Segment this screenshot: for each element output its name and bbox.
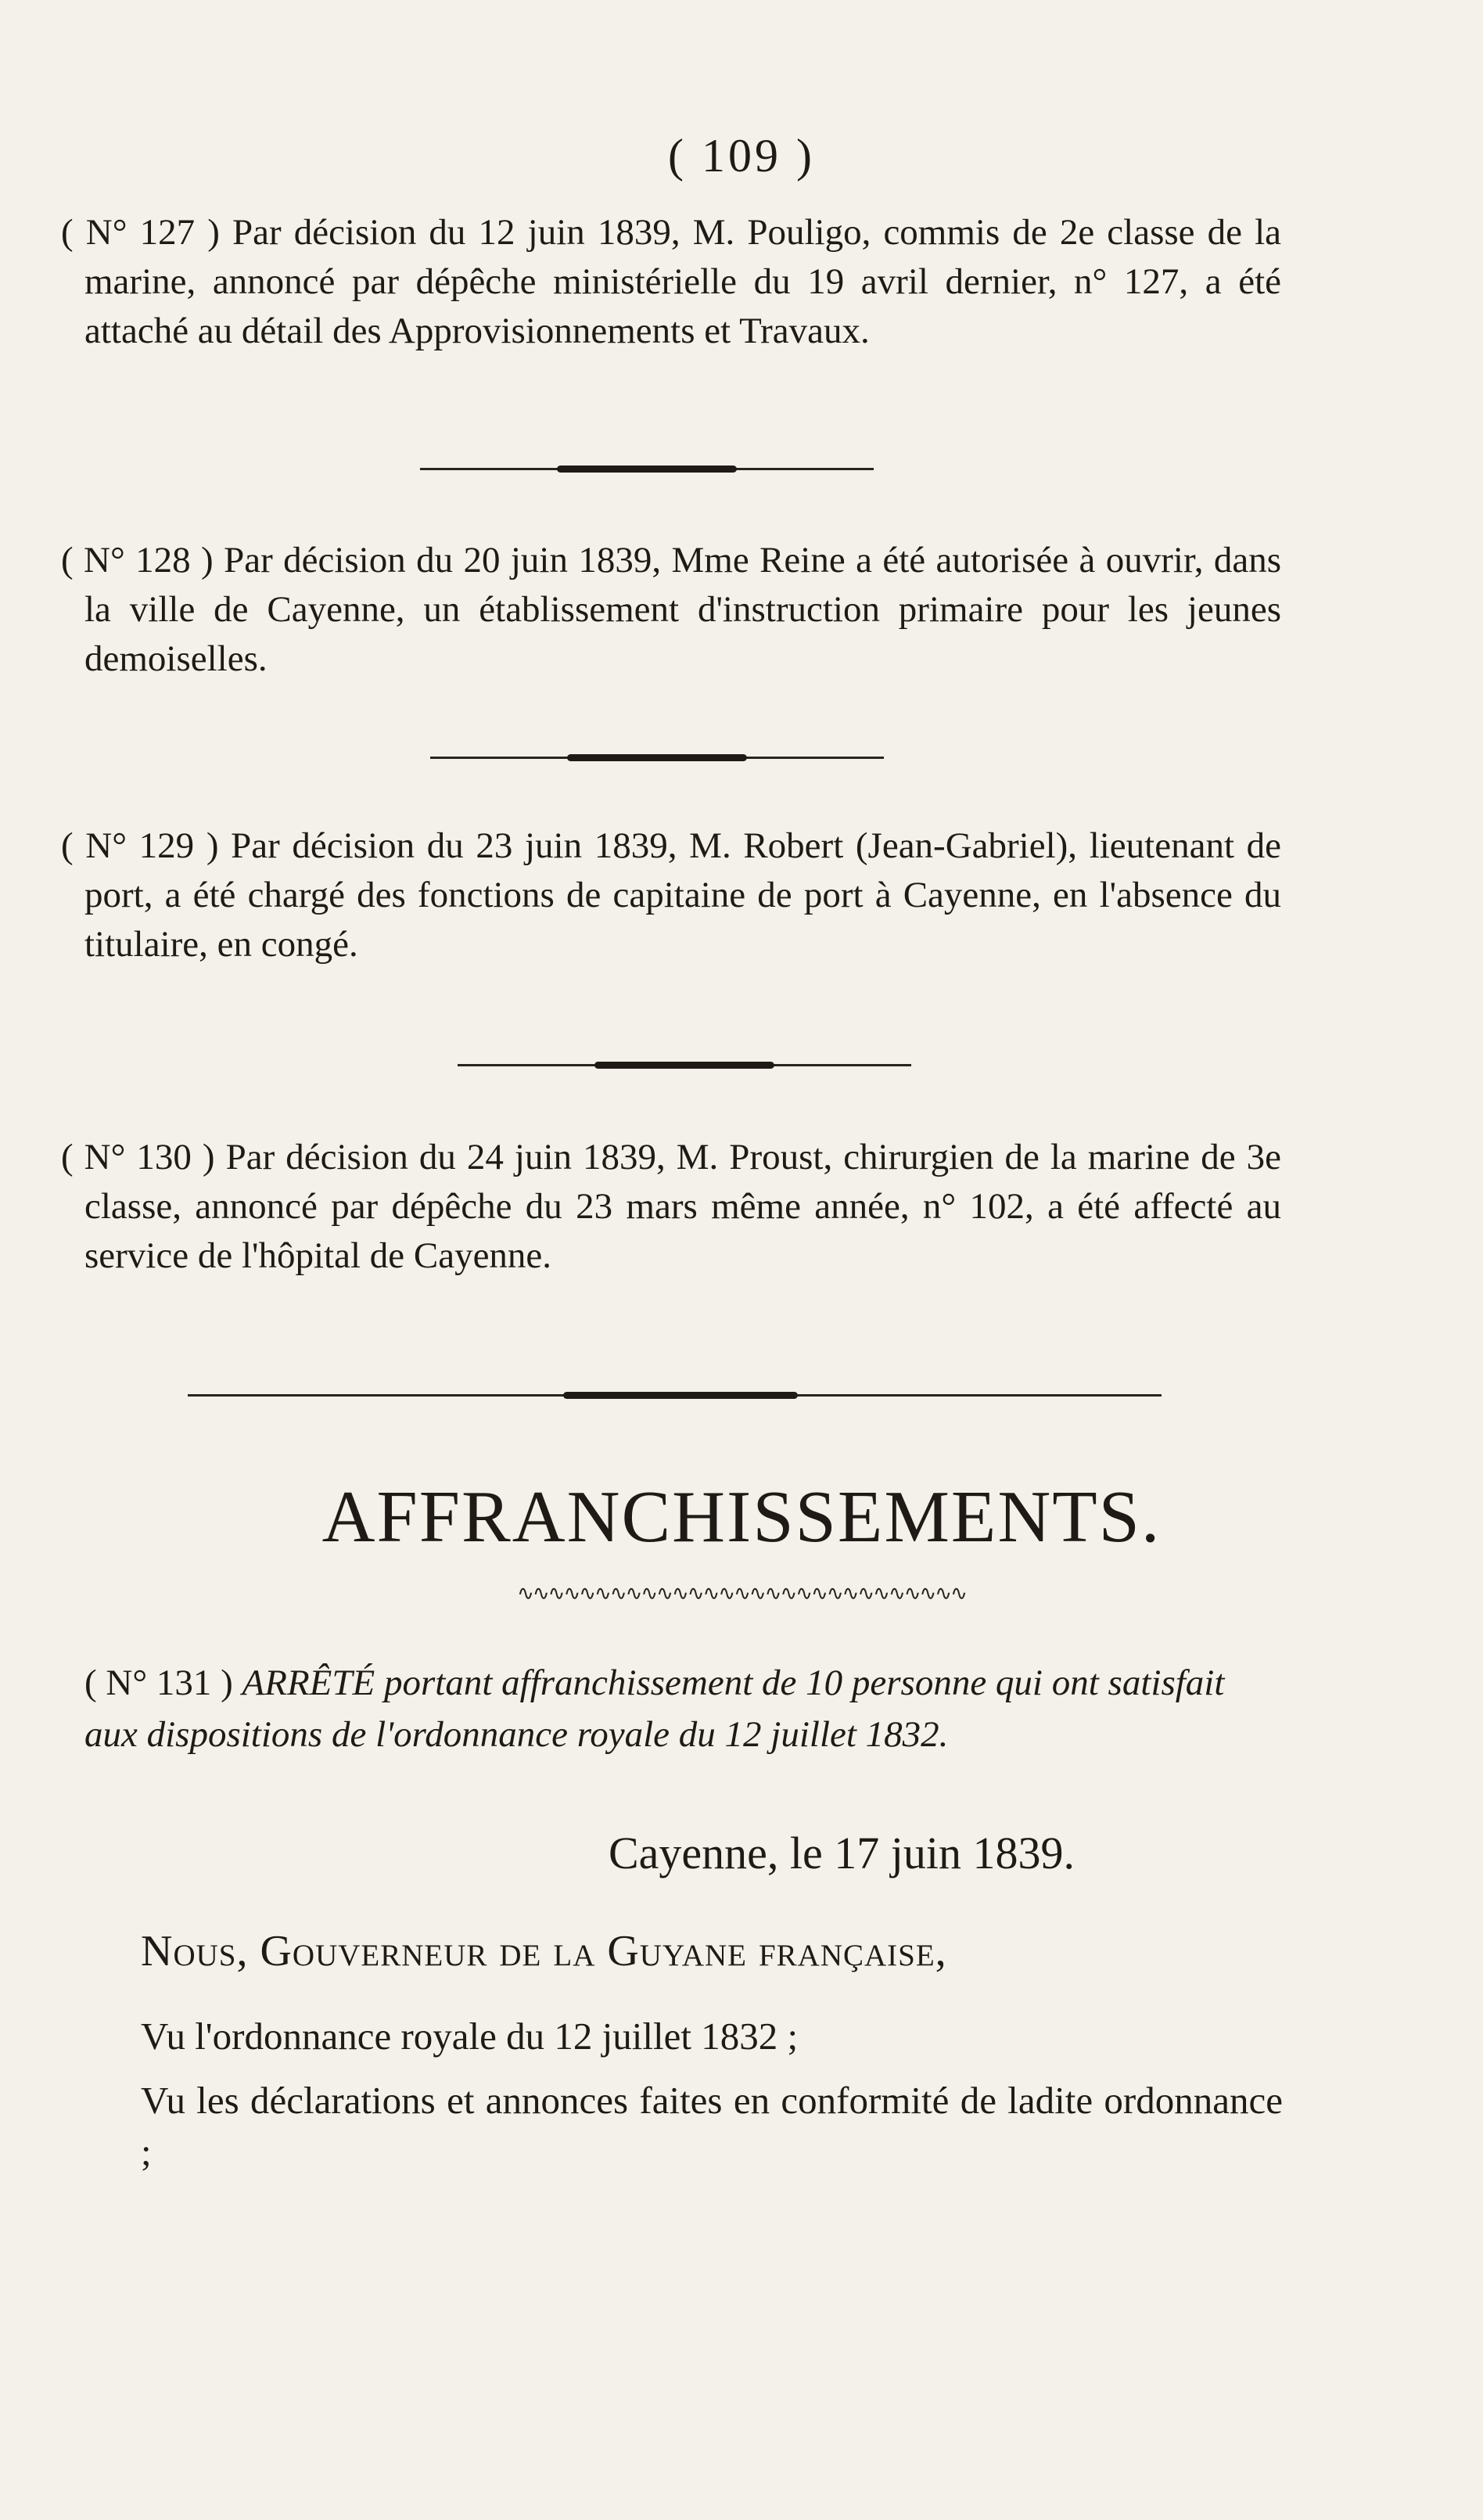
arrete-title: ARRÊTÉ portant affranchissement de 10 personne qui ont satisfait aux dispositions de l'ordonnance royale du 12 juillet 1832. xyxy=(84,1663,1225,1755)
section-rule-swell xyxy=(563,1392,798,1399)
arrete-heading xyxy=(84,1657,1281,1760)
separator-rule xyxy=(420,468,874,470)
decision-entry-129 xyxy=(61,821,1282,969)
entry-text: Par décision du 20 juin 1839, Mme Reine a été autorisée à ouvrir, dans la ville de Cayenne, un établissement d'instruction primaire pour les jeunes demoiselles. xyxy=(84,540,1282,679)
separator-rule xyxy=(458,1064,911,1066)
entry-number: ( N° 129 ) xyxy=(61,825,219,866)
section-title: AFFRANCHISSEMENTS. xyxy=(321,1476,1162,1558)
entry-number: ( N° 128 ) xyxy=(61,540,214,581)
considerant-2: Vu les déclarations et annonces faites en conformité de ladite ordonnance ; xyxy=(141,2079,1283,2173)
separator-rule-swell xyxy=(567,754,747,761)
governor-preamble: Nous, Gouverneur de la Guyane française, xyxy=(141,1927,947,1975)
entry-text: Par décision du 12 juin 1839, M. Pouligo, commis de 2e classe de la marine, annoncé par dépêche ministérielle du 19 avril dernier, n° 127, a été attaché au détail des Approvisionnements et Travaux. xyxy=(84,212,1281,351)
decision-entry-130 xyxy=(61,1133,1282,1281)
entry-number: ( N° 127 ) xyxy=(61,212,220,253)
arrete-number: ( N° 131 ) xyxy=(84,1663,233,1703)
decision-entry-128 xyxy=(61,536,1282,684)
page-number: ( 109 ) xyxy=(668,130,815,182)
separator-rule-swell xyxy=(557,466,737,473)
considerant-1: Vu l'ordonnance royale du 12 juillet 1832 ; xyxy=(141,2015,799,2058)
entry-number: ( N° 130 ) xyxy=(61,1137,215,1177)
entry-text: Par décision du 23 juin 1839, M. Robert (Jean-Gabriel), lieutenant de port, a été chargé des fonctions de capitaine de port à Cayenne, en l'absence du titulaire, en congé. xyxy=(84,825,1282,965)
entry-text: Par décision du 24 juin 1839, M. Proust, chirurgien de la marine de 3e classe, annoncé par dépêche du 23 mars même année, n° 102, a été affecté au service de l'hôpital de Cayenne. xyxy=(84,1137,1282,1276)
separator-rule-swell xyxy=(594,1062,774,1069)
ornament-rule: ∿∿∿∿∿∿∿∿∿∿∿∿∿∿∿∿∿∿∿∿∿∿∿∿∿∿∿∿∿ xyxy=(517,1582,966,1605)
section-rule xyxy=(188,1394,1162,1397)
separator-rule xyxy=(430,757,884,759)
dateline: Cayenne, le 17 juin 1839. xyxy=(609,1828,1075,1878)
decision-entry-127 xyxy=(61,208,1281,356)
